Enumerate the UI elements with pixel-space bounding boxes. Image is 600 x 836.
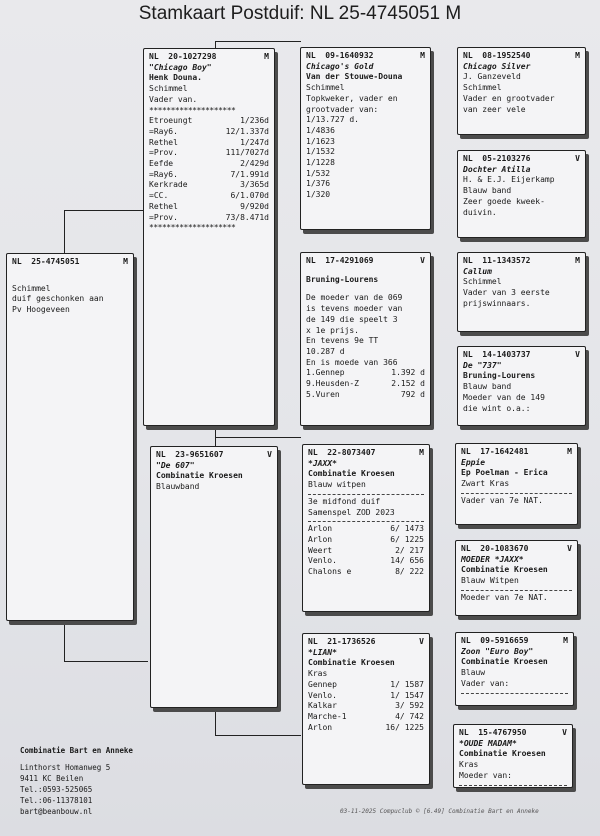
text-line: prijswinnaars. xyxy=(463,298,531,308)
connector-line xyxy=(215,437,301,438)
great-grandparent-card xyxy=(457,150,586,238)
pigeon-nickname: "De 607" xyxy=(156,460,195,470)
country-code: NL xyxy=(463,154,473,163)
ring-number: 20-1027298 xyxy=(168,52,217,61)
text-line: Vader van 3 eerste xyxy=(463,288,550,298)
country-code: NL xyxy=(306,256,316,265)
text-line: De moeder van de 069 xyxy=(306,293,403,303)
owner-phone: Tel.:0593-525065 xyxy=(20,785,93,794)
sex-marker: V xyxy=(420,256,425,265)
text-line: Blauw band xyxy=(463,382,512,392)
star-divider: ******************** xyxy=(149,105,236,115)
breeder-name: Combinatie Kroesen xyxy=(308,658,395,668)
owner-block xyxy=(20,745,133,817)
ring-number: 17-1642481 xyxy=(480,447,529,456)
owner-name: Combinatie Bart en Anneke xyxy=(20,746,133,755)
country-code: NL xyxy=(463,350,473,359)
dashed-divider xyxy=(461,693,568,694)
connector-line xyxy=(215,735,301,736)
dashed-divider xyxy=(461,493,572,494)
country-code: NL xyxy=(461,447,471,456)
ring-number: 11-1343572 xyxy=(482,256,531,265)
owner-mobile: Tel.:06-11378101 xyxy=(20,796,93,805)
pigeon-nickname: Eppie xyxy=(461,457,486,467)
text-line: Zeer goede kweek- xyxy=(463,196,545,206)
breeder-name: Henk Douna. xyxy=(149,73,202,83)
text-line: 1/4836 xyxy=(306,125,335,135)
maternal-grandfather-card xyxy=(302,444,430,612)
sex-marker: M xyxy=(123,257,128,266)
sex-marker: V xyxy=(575,154,580,163)
breeder-name: Ep Poelman - Erica xyxy=(461,468,548,478)
result-row: Eefde 2/429d xyxy=(149,159,269,169)
pigeon-nickname: *OUDE MADAM* xyxy=(459,738,517,748)
result-row: Rethel 1/247d xyxy=(149,137,269,147)
great-grandparent-card xyxy=(455,632,574,706)
card-header xyxy=(308,637,424,648)
country-code: NL xyxy=(306,51,316,60)
country-code: NL xyxy=(156,450,166,459)
great-grandparent-card xyxy=(457,252,586,332)
text-line: En is moede van 366 xyxy=(306,357,398,367)
text-line: Vader van 7e NAT. xyxy=(461,495,543,505)
country-code: NL xyxy=(308,637,318,646)
sex-marker: M xyxy=(567,447,572,456)
sex-marker: M xyxy=(575,256,580,265)
ring-number: 20-1083670 xyxy=(480,544,529,553)
result-row: Kerkrade 3/365d xyxy=(149,180,269,190)
great-grandparent-card xyxy=(453,724,573,788)
result-row: Marche-1 4/ 742 xyxy=(308,711,424,721)
text-line: grootvader van: xyxy=(306,104,379,114)
text-line: Moeder van 7e NAT. xyxy=(461,592,548,602)
pigeon-nickname: Chicago's Gold xyxy=(306,61,374,71)
sex-marker: M xyxy=(563,636,568,645)
connector-line xyxy=(64,210,148,211)
text-line: duif geschonken aan xyxy=(12,294,104,304)
ring-number: 14-1403737 xyxy=(482,350,531,359)
result-row: =CC. 6/1.070d xyxy=(149,191,269,201)
text-line: Samenspel ZOD 2023 xyxy=(308,507,395,517)
country-code: NL xyxy=(463,51,473,60)
text-line: Kras xyxy=(459,760,479,770)
card-header xyxy=(306,256,425,267)
country-code: NL xyxy=(459,728,469,737)
sex-marker: M xyxy=(419,448,424,457)
pigeon-nickname: "Chicago Boy" xyxy=(149,62,212,72)
country-code: NL xyxy=(461,544,471,553)
text-line: de 149 die speelt 3 xyxy=(306,314,398,324)
card-header xyxy=(149,52,269,63)
pigeon-nickname: MOEDER *JAXX* xyxy=(461,554,524,564)
text-line: Blauw witpen xyxy=(308,480,366,490)
pigeon-nickname: De "737" xyxy=(463,360,502,370)
text-line: 1/376 xyxy=(306,179,331,189)
pigeon-nickname: Callum xyxy=(463,266,492,276)
text-line: 1/13.727 d. xyxy=(306,115,359,125)
pigeon-nickname: Dochter Atilla xyxy=(463,164,531,174)
dashed-divider xyxy=(461,590,572,591)
result-row: =Ray6. 12/1.337d xyxy=(149,126,269,136)
card-header xyxy=(306,51,425,62)
pigeon-nickname: Chicago Silver xyxy=(463,61,531,71)
breeder-name: Bruning-Lourens xyxy=(463,371,536,381)
result-row: Weert 2/ 217 xyxy=(308,545,424,555)
sex-marker: M xyxy=(264,52,269,61)
result-row: =Prov. 111/7027d xyxy=(149,148,269,158)
text-line: Vader en grootvader xyxy=(463,93,555,103)
text-line: Vader van: xyxy=(461,678,510,688)
connector-line xyxy=(215,710,216,735)
owner-address: Linthorst Homanweg 5 xyxy=(20,763,111,772)
text-line: Schimmel xyxy=(306,83,345,93)
card-header xyxy=(308,448,424,459)
country-code: NL xyxy=(12,257,22,266)
text-line: 3e midfond duif xyxy=(308,496,381,506)
card-header xyxy=(463,51,580,62)
ring-number: 17-4291069 xyxy=(325,256,374,265)
text-line: is tevens moeder van xyxy=(306,304,403,314)
connector-line xyxy=(64,210,65,257)
ring-number: 09-1640932 xyxy=(325,51,374,60)
breeder-name: Combinatie Kroesen xyxy=(461,657,548,667)
star-divider: ******************** xyxy=(149,223,236,233)
result-row: 1.Gennep 1.392 d xyxy=(306,368,425,378)
dashed-divider xyxy=(308,494,424,495)
breeder-name: H. & E.J. Eijerkamp xyxy=(463,175,555,185)
connector-line xyxy=(64,661,148,662)
pigeon-nickname: *JAXX* xyxy=(308,458,337,468)
card-header xyxy=(156,450,272,461)
dashed-divider xyxy=(459,785,567,786)
result-row: Venlo. 1/ 1547 xyxy=(308,690,424,700)
ring-number: 25-4745051 xyxy=(31,257,80,266)
pigeon-nickname: *LIAN* xyxy=(308,647,337,657)
father-card xyxy=(143,48,275,426)
ring-number: 22-8073407 xyxy=(327,448,376,457)
sex-marker: M xyxy=(575,51,580,60)
country-code: NL xyxy=(463,256,473,265)
connector-line xyxy=(215,41,301,42)
ring-number: 15-4767950 xyxy=(478,728,527,737)
text-line: Topkweker, vader en xyxy=(306,93,398,103)
text-line: Kras xyxy=(308,669,328,679)
ring-number: 08-1952540 xyxy=(482,51,531,60)
result-row: Arlon 16/ 1225 xyxy=(308,722,424,732)
breeder-name: Combinatie Kroesen xyxy=(461,565,548,575)
ring-number: 21-1736526 xyxy=(327,637,376,646)
paternal-grandmother-card xyxy=(300,252,431,426)
text-line: Schimmel xyxy=(12,283,51,293)
breeder-name: Combinatie Kroesen xyxy=(308,469,395,479)
text-line: Blauw xyxy=(461,668,486,678)
text-line: duivin. xyxy=(463,207,497,217)
text-line: 1/320 xyxy=(306,190,331,200)
text-line: En tevens 9e TT xyxy=(306,336,379,346)
card-header xyxy=(463,256,580,267)
text-line: Blauw Witpen xyxy=(461,576,519,586)
card-header xyxy=(461,544,572,555)
ring-number: 09-5916659 xyxy=(480,636,529,645)
owner-city: 9411 KC Beilen xyxy=(20,774,84,783)
card-header xyxy=(459,728,567,739)
country-code: NL xyxy=(461,636,471,645)
text-line: 1/1228 xyxy=(306,158,335,168)
result-row: =Ray6. 7/1.991d xyxy=(149,169,269,179)
text-line: Moeder van de 149 xyxy=(463,392,545,402)
breeder-name: Bruning-Lourens xyxy=(306,274,379,284)
result-row: Arlon 6/ 1473 xyxy=(308,524,424,534)
card-header xyxy=(463,350,580,361)
owner-email[interactable]: bart@beanbouw.nl xyxy=(20,807,93,816)
great-grandparent-card xyxy=(457,47,586,135)
page-title: Stamkaart Postduif: NL 25-4745051 M xyxy=(138,3,462,24)
result-row: Chalons e 8/ 222 xyxy=(308,567,424,577)
breeder-name: Combinatie Kroesen xyxy=(459,749,546,759)
text-line: 1/532 xyxy=(306,168,331,178)
text-line: 10.287 d xyxy=(306,346,345,356)
card-header xyxy=(463,154,580,165)
card-header xyxy=(12,257,128,268)
card-header xyxy=(461,447,572,458)
sex-marker: V xyxy=(267,450,272,459)
result-row: Kalkar 3/ 592 xyxy=(308,701,424,711)
dashed-divider xyxy=(308,521,424,522)
country-code: NL xyxy=(308,448,318,457)
text-line: Zwart Kras xyxy=(461,479,510,489)
footer-text: 03-11-2025 Compuclub © [6.49] Combinatie Bart en Anneke xyxy=(340,808,539,815)
ring-number: 05-2103276 xyxy=(482,154,531,163)
sex-marker: V xyxy=(562,728,567,737)
sex-marker: V xyxy=(567,544,572,553)
great-grandparent-card xyxy=(455,540,578,616)
text-line: Pv Hoogeveen xyxy=(12,305,70,315)
subject-card xyxy=(6,253,134,621)
text-line: Moeder van: xyxy=(459,770,512,780)
sex-marker: M xyxy=(420,51,425,60)
text-line: Schimmel xyxy=(149,84,188,94)
paternal-grandfather-card xyxy=(300,47,431,230)
sex-marker: V xyxy=(419,637,424,646)
mother-card xyxy=(150,446,278,708)
pigeon-nickname: Zoon "Euro Boy" xyxy=(461,646,534,656)
great-grandparent-card xyxy=(457,346,586,426)
result-row: 9.Heusden-Z 2.152 d xyxy=(306,379,425,389)
text-line: Schimmel xyxy=(463,277,502,287)
text-line: Schimmel xyxy=(463,83,502,93)
text-line: 1/1532 xyxy=(306,147,335,157)
maternal-grandmother-card xyxy=(302,633,430,785)
text-line: Blauwband xyxy=(156,482,200,492)
breeder-name: Van der Stouwe-Douna xyxy=(306,72,403,82)
country-code: NL xyxy=(149,52,159,61)
result-row: Gennep 1/ 1587 xyxy=(308,679,424,689)
result-row: 5.Vuren 792 d xyxy=(306,389,425,399)
result-row: Venlo. 14/ 656 xyxy=(308,556,424,566)
text-line: 1/1623 xyxy=(306,136,335,146)
ring-number: 23-9651607 xyxy=(175,450,224,459)
card-header xyxy=(461,636,568,647)
breeder-name: Combinatie Kroesen xyxy=(156,471,243,481)
text-line: Blauw band xyxy=(463,186,512,196)
great-grandparent-card xyxy=(455,443,578,525)
text-line: die wint o.a.: xyxy=(463,403,531,413)
breeder-name: J. Ganzeveld xyxy=(463,72,521,82)
connector-line xyxy=(64,622,65,662)
text-line: x 1e prijs. xyxy=(306,325,359,335)
result-row: Arlon 6/ 1225 xyxy=(308,534,424,544)
text-line: van zeer vele xyxy=(463,104,526,114)
text-line: Vader van. xyxy=(149,94,198,104)
result-row: =Prov. 73/8.471d xyxy=(149,212,269,222)
result-row: Rethel 9/920d xyxy=(149,201,269,211)
sex-marker: V xyxy=(575,350,580,359)
result-row: Etroeungt 1/236d xyxy=(149,116,269,126)
